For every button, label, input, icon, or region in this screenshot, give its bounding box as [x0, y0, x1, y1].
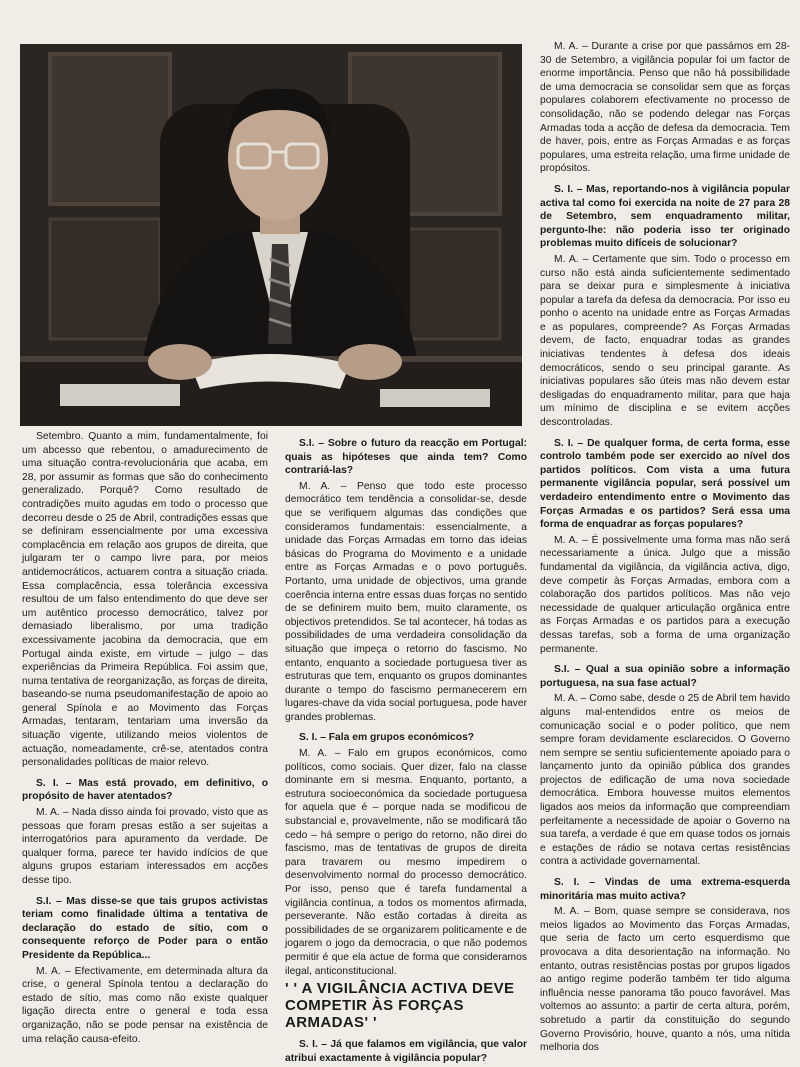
interview-question: S. I. – Mas, reportando-nos à vigilância popular activa tal como foi exercida na noite de 27 para 28 de Setembro, sem enquadramento militar, pergunto-lhe: não poderia isso ter originado problemas muito difíceis de solucionar?	[540, 183, 790, 250]
interview-answer: M. A. – Nada disso ainda foi provado, visto que as pessoas que foram presas estão a ser sujeitas a interrogatórios para apuramento da verdade. De qualquer forma, parece ter havido indícios de que alguns grupos estariam interessados em acções desse tipo.	[22, 807, 268, 886]
interview-answer: M. A. – Como sabe, desde o 25 de Abril tem havido alguns mal-entendidos entre os meios de comunicação social e o poder político, que nem sempre foram devidamente esclarecidos. O Governo nem sempre se sentiu suficientemente apoiado para o lançamento junto da opinião pública dos grandes projectos de edificação de uma nova sociedade democrática. Embora houvesse muitos elementos ligados aos meios da informação que compreendiam perfeitamente a necessidade de apoiar o Governo na sua tarefa, a verdade é que em quase todos os jornais e estações de rádio se notava certas resistências contra a actividade governamental.	[540, 693, 790, 868]
interview-answer: M. A. – Efectivamente, em determinada altura da crise, o general Spínola tentou a declaração do estado de sítio, mas como não existe qualquer ligação directa entre o general e toda essa organização, não se pode pensar na existência de uma relação causa-efeito.	[22, 965, 268, 1045]
interview-question: S. I. – Já que falamos em vigilância, que valor atribui exactamente à vigilância popular?	[285, 1039, 527, 1064]
interview-question: S. I. – De qualquer forma, de certa forma, esse controlo também pode ser exercido ao nível dos partidos políticos. Com vista a uma futura permanente vigilância popular, será possível um verdadeiro entendimento entre o Movimento das Forças Armadas e os partidos? Será essa uma forma de enquadrar as forças populares?	[540, 437, 790, 531]
interview-answer: M. A. – Falo em grupos económicos, como políticos, como sociais. Quer dizer, falo na classe dominante em si mesma. Enquanto, portanto, a estrutura socioeconómica da sociedade portuguesa for aquela que é – porque nada se modificou de substancial e, provavelmente, não se modificará tão cedo – há sempre o perigo do retorno, não direi do fascismo, mas de tentativas de grupos de direita para travarem ou mesmo impedirem o desenvolvimento normal do processo democrático. Por isso, penso que é tarefa fundamental a vigilância contínua, a todos os momentos afirmada, perseverante. Não estão cortadas à direita as possibilidades de se organizarem politicamente e de jogarem o jogo da democracia, o que não podemos permitir é que ela actue de forma que consideramos ilegal, anticonstitucional.	[285, 748, 527, 977]
article-column-2	[285, 430, 527, 1067]
pull-quote: ' ' A VIGILÂNCIA ACTIVA DEVE COMPETIR ÀS FORÇAS ARMADAS' '	[285, 980, 515, 1032]
article-column-3	[540, 40, 790, 1057]
interview-answer: M. A. – Bom, quase sempre se considerava, nos meios ligados ao Movimento das Forças Armadas, que seria de facto um certo esquerdismo que provocava a dita desorientação na informação. No entanto, outras resistências postas por grupos ligados ao antigo regime poderão também ter tido alguma influência nesse panorama tão pouco favorável. Mas voltemos ao assunto: a partir de certa altura, porém, sobretudo a partir da constituição do segundo Governo Provisório, houve, quanto a nós, uma nítida melhoria dos	[540, 906, 790, 1054]
portrait-illustration	[20, 44, 522, 426]
interview-answer: M. A. – Certamente que sim. Todo o processo em curso não está ainda suficientemente sedimentado para se deixar pura e simplesmente à iniciativa popular a tarefa da defesa da democracia. Por isso eu ponho o acento na unidade entre as Forças Armadas e as populares, compreende? As Forças Armadas devem, de facto, enquadrar todas as grandes iniciativas tendentes à defesa dos ideais democráticos, sendo o seu principal garante. As iniciativas populares são úteis mas não devem estar desligadas do enquadramento militar, para que haja um mínimo de disciplina e se evitem acções descontroladas.	[540, 253, 790, 429]
interview-question: S. I. – Mas está provado, em definitivo, o propósito de haver atentados?	[22, 777, 268, 803]
interview-question: S.I. – Sobre o futuro da reacção em Portugal: quais as hipóteses que ainda tem? Como contrariá-las?	[285, 438, 527, 477]
article-column-1	[22, 430, 268, 1048]
interview-question: S. I. – Fala em grupos económicos?	[299, 732, 475, 744]
interview-answer: M. A. – Durante a crise por que passámos em 28-30 de Setembro, a vigilância popular foi um factor de enorme importância. Penso que não há possibilidade de uma democracia se consolidar sem que as forças populares colaborem efectivamente no processo de consolidação, não se podendo delegar nas Forças Armadas toda a acção de defesa da democracia. Tem de haver, pois, entre as Forças Armadas e as forças populares, uma estreita relação, uma firme unidade de propósitos.	[540, 41, 790, 175]
interview-answer: M. A. – Penso que todo este processo democrático tem tendência a consolidar-se, desde que se verifiquem algumas das condições que consideramos fundamentais: essencialmente, a unidade das Forças Armadas em torno das ideias básicas do Programa do Movimento e a unidade entre as Forças Armadas e o povo português. Portanto, uma unidade de objectivos, uma grande coerência interna entre essas duas forças no sentido de se definirem muito bem, muito claramente, os objectivos pretendidos. Se tal acontecer, há todas as possibilidades de uma verdadeira consolidação da situação que impeça o retorno do fascismo. No entanto, enquanto a sociedade portuguesa tiver as estruturas que tem, enquanto os grupos dominantes durante o tempo do fascismo permanecerem em lugares-chave da vida social portuguesa, pode haver grandes problemas.	[285, 480, 527, 723]
interview-answer: M. A. – É possivelmente uma forma mas não será necessariamente a única. Julgo que a missão fundamental da vigilância, da vigilância activa, digo, deve competir às Forças Armadas, embora com a colaboração dos partidos políticos. Mas não vejo necessidade de qualquer articulação orgânica entre as Forças Armadas e os partidos para a execução dessas tarefas, sob a forma de uma organização permanente.	[540, 534, 790, 655]
interview-question: S.I. – Qual a sua opinião sobre a informação portuguesa, na sua fase actual?	[540, 664, 790, 689]
interview-question: S.I. – Mas disse-se que tais grupos activistas teriam como finalidade última a tentativa de declaração do estado de sítio, com o consequente reforço de Poder para o então Presidente da República...	[22, 895, 268, 961]
portrait-photo	[20, 44, 522, 426]
interview-answer: Setembro. Quanto a mim, fundamentalmente, foi um abcesso que rebentou, o amadurecimento de uma situação contra-revolucionária que acaba, em 28, por assumir as formas que são do conhecimento generalizado. Porquê? Como resultado de contradições muito agudas em todo o processo que decorreu desde o 25 de Abril, contradições essas que se definiram essencialmente por uma excessiva complacência em relação aos grupos de direita, que julgaram ter o campo livre para, por meios antidemocráticos, actuarem contra a situação criada. Essa complacência, essa tolerância excessiva resultou de um falso entendimento do que deve ser um autêntico processo democrático, talvez por demasiado liberalismo, por uma tradição excessivamente jacobina da democracia, que em Portugal ainda existe, em virtude – julgo – das experiências da Primeira República. Foi assim que, numa tentativa de reorganização, as forças de direita, baseando-se numa pseudomanifestação de apoio ao general Spínola e ao Movimento das Forças Armadas, tentaram, tentariam uma inversão da situação vigente, utilizando meios violentos de actuação, nomeadamente, crê-se, atentados contra personalidades políticas de maior relevo.	[22, 431, 268, 769]
interview-question: S. I. – Vindas de uma extrema-esquerda minoritária mas muito activa?	[540, 877, 790, 902]
